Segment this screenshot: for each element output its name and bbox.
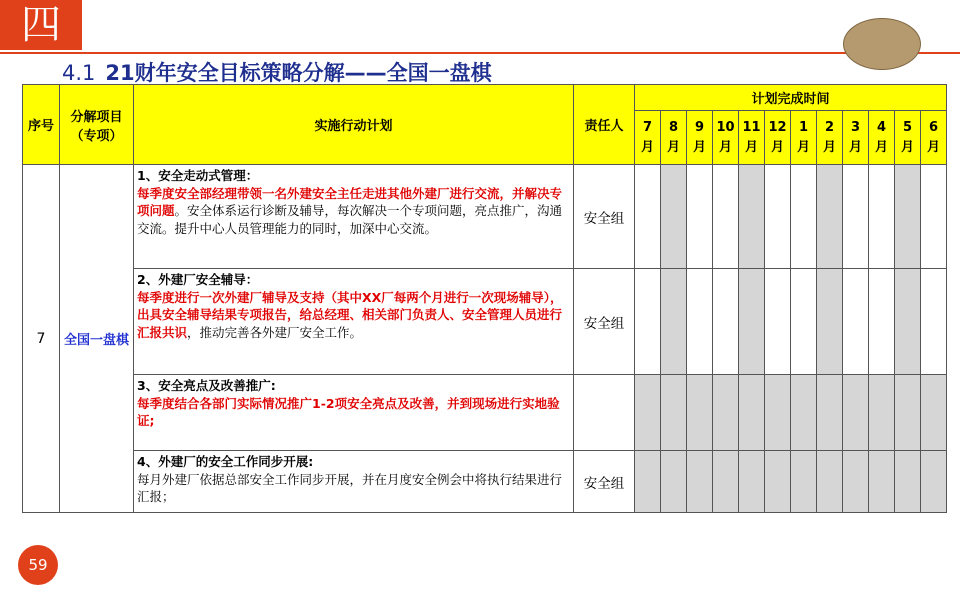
plan-heading: 4、外建厂的安全工作同步开展: [137, 454, 314, 469]
section-number: 4.1 [62, 61, 96, 85]
month-cell [791, 375, 817, 451]
plan-cell [134, 375, 574, 451]
month-cell [869, 451, 895, 513]
table-row [23, 375, 947, 451]
month-cell [739, 451, 765, 513]
month-cell [921, 451, 947, 513]
month-cell [895, 375, 921, 451]
header-month: 7 月 [635, 111, 661, 165]
plan-table [22, 84, 947, 513]
title-divider [0, 52, 960, 54]
month-cell [661, 375, 687, 451]
plan-heading: 3、安全亮点及改善推广: [137, 378, 276, 393]
month-cell [713, 375, 739, 451]
header-month: 5 月 [895, 111, 921, 165]
header-owner: 责任人 [574, 85, 635, 165]
month-cell [635, 375, 661, 451]
section-badge: 四 [0, 0, 82, 50]
decorative-oval [843, 18, 921, 70]
month-cell [661, 269, 687, 375]
month-cell [895, 269, 921, 375]
month-cell [895, 451, 921, 513]
month-cell [661, 451, 687, 513]
header-month: 4 月 [869, 111, 895, 165]
month-cell [843, 451, 869, 513]
month-cell [713, 269, 739, 375]
month-cell [687, 375, 713, 451]
header-item: 分解项目 （专项） [60, 85, 134, 165]
header-month: 3 月 [843, 111, 869, 165]
owner-cell [574, 375, 635, 451]
month-cell [895, 165, 921, 269]
header-schedule: 计划完成时间 [635, 85, 947, 111]
month-cell [869, 375, 895, 451]
month-cell [921, 269, 947, 375]
month-cell [635, 269, 661, 375]
month-cell [817, 269, 843, 375]
table-row [23, 269, 947, 375]
plan-text: 。安全体系运行诊断及辅导，每次解决一个专项问题，亮点推广，沟通交流。提升中心人员管理能力的同时，加深中心交流。 [137, 203, 563, 236]
month-cell [635, 451, 661, 513]
month-cell [869, 165, 895, 269]
month-cell [739, 375, 765, 451]
plan-text: 每月外建厂依据总部安全工作同步开展，并在月度安全例会中将执行结果进行汇报； [137, 471, 563, 504]
seq-cell: 7 [23, 165, 60, 513]
header-month: 6 月 [921, 111, 947, 165]
plan-heading: 2、外建厂安全辅导： [137, 272, 259, 287]
month-cell [635, 165, 661, 269]
month-cell [739, 269, 765, 375]
header-month: 11 月 [739, 111, 765, 165]
month-cell [791, 165, 817, 269]
month-cell [921, 165, 947, 269]
month-cell [843, 165, 869, 269]
header-seq: 序号 [23, 85, 60, 165]
month-cell [765, 375, 791, 451]
month-cell [713, 451, 739, 513]
month-cell [713, 165, 739, 269]
plan-cell [134, 165, 574, 269]
plan-highlight: 每季度结合各部门实际情况推广1-2项安全亮点及改善，并到现场进行实地验证; [137, 395, 560, 428]
owner-cell: 安全组 [574, 165, 635, 269]
month-cell [869, 269, 895, 375]
page-title [62, 57, 492, 87]
month-cell [739, 165, 765, 269]
header-month: 12 月 [765, 111, 791, 165]
item-cell: 全国一盘棋 [60, 165, 134, 513]
owner-cell: 安全组 [574, 269, 635, 375]
owner-cell: 安全组 [574, 451, 635, 513]
month-cell [765, 451, 791, 513]
header-month: 2 月 [817, 111, 843, 165]
month-cell [687, 269, 713, 375]
title-text: 21财年安全目标策略分解——全国一盘棋 [105, 61, 492, 85]
month-cell [661, 165, 687, 269]
plan-text: ，推动完善各外建厂安全工作。 [187, 324, 363, 340]
header-month: 9 月 [687, 111, 713, 165]
page-number: 59 [18, 545, 58, 585]
plan-cell [134, 269, 574, 375]
month-cell [817, 375, 843, 451]
month-cell [817, 451, 843, 513]
table-row [23, 165, 947, 269]
month-cell [791, 451, 817, 513]
plan-heading: 1、安全走动式管理： [137, 168, 259, 183]
month-cell [843, 269, 869, 375]
month-cell [687, 165, 713, 269]
table-row [23, 451, 947, 513]
month-cell [921, 375, 947, 451]
month-cell [687, 451, 713, 513]
plan-highlight: 每季度进行一次外建厂辅导及支持（其中XX厂每两个月进行一次现场辅导），出具安全辅导结果专项报告，给总经理、相关部门负责人、安全管理人员进行汇报共识 [137, 289, 563, 340]
month-cell [765, 269, 791, 375]
plan-cell [134, 451, 574, 513]
month-cell [765, 165, 791, 269]
header-month: 1 月 [791, 111, 817, 165]
header-month: 8 月 [661, 111, 687, 165]
plan-highlight: 每季度安全部经理带领一名外建安全主任走进其他外建厂进行交流，并解决专项问题 [137, 185, 563, 218]
month-cell [817, 165, 843, 269]
header-month: 10 月 [713, 111, 739, 165]
month-cell [843, 375, 869, 451]
header-plan: 实施行动计划 [134, 85, 574, 165]
month-cell [791, 269, 817, 375]
